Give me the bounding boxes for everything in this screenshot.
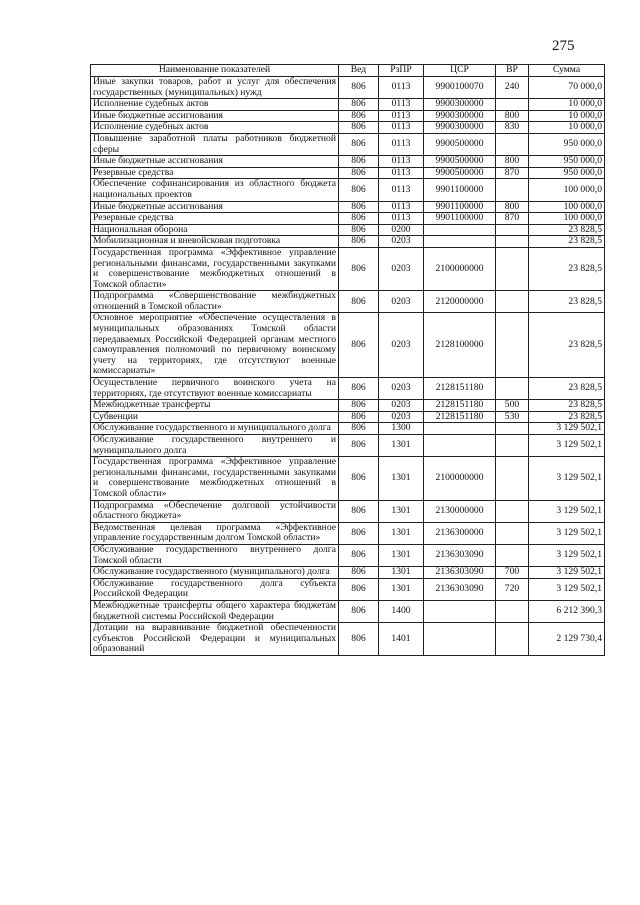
cell-name: Обслуживание государственного внутреннего долга Томской области <box>91 544 339 566</box>
table-row <box>91 544 605 566</box>
cell-rzpr: 0113 <box>379 110 424 122</box>
cell-csr: 9900300000 <box>424 122 496 134</box>
cell-csr: 2128100000 <box>424 313 496 378</box>
cell-name: Осуществление первичного воинского учета на территориях, где отсутствуют военные комиссариаты <box>91 378 339 400</box>
table-row <box>91 179 605 201</box>
cell-csr: 9900300000 <box>424 99 496 111</box>
table-row <box>91 378 605 400</box>
cell-ved: 806 <box>339 213 379 225</box>
cell-rzpr: 0113 <box>379 179 424 201</box>
cell-sum: 23 828,5 <box>529 291 605 313</box>
cell-csr: 2128151180 <box>424 400 496 412</box>
cell-ved: 806 <box>339 544 379 566</box>
cell-ved: 806 <box>339 291 379 313</box>
cell-vr: 530 <box>496 411 529 423</box>
cell-ved: 806 <box>339 247 379 290</box>
cell-rzpr: 1301 <box>379 578 424 600</box>
cell-rzpr: 1300 <box>379 423 424 435</box>
cell-ved: 806 <box>339 110 379 122</box>
cell-rzpr: 1301 <box>379 457 424 500</box>
cell-csr: 2136303090 <box>424 578 496 600</box>
table-row <box>91 423 605 435</box>
cell-rzpr: 0203 <box>379 247 424 290</box>
cell-csr <box>424 435 496 457</box>
cell-csr: 9900500000 <box>424 156 496 168</box>
cell-name: Национальная оборона <box>91 224 339 236</box>
cell-csr: 2120000000 <box>424 291 496 313</box>
cell-csr: 2100000000 <box>424 457 496 500</box>
cell-ved: 806 <box>339 411 379 423</box>
cell-ved: 806 <box>339 400 379 412</box>
cell-csr: 9901100000 <box>424 179 496 201</box>
cell-sum: 100 000,0 <box>529 201 605 213</box>
cell-rzpr: 0113 <box>379 122 424 134</box>
header-sum: Сумма <box>529 65 605 77</box>
table-row <box>91 578 605 600</box>
cell-rzpr: 0113 <box>379 133 424 155</box>
table-header-row <box>91 65 605 77</box>
cell-ved: 806 <box>339 156 379 168</box>
cell-csr: 9900500000 <box>424 133 496 155</box>
table-row <box>91 500 605 522</box>
cell-vr: 700 <box>496 567 529 579</box>
cell-ved: 806 <box>339 236 379 248</box>
cell-name: Резервные средства <box>91 213 339 225</box>
cell-sum: 3 129 502,1 <box>529 578 605 600</box>
cell-rzpr: 0203 <box>379 236 424 248</box>
cell-vr <box>496 500 529 522</box>
budget-table <box>90 64 605 656</box>
cell-sum: 3 129 502,1 <box>529 423 605 435</box>
cell-rzpr: 0113 <box>379 99 424 111</box>
cell-ved: 806 <box>339 99 379 111</box>
cell-vr <box>496 544 529 566</box>
cell-ved: 806 <box>339 567 379 579</box>
cell-ved: 806 <box>339 179 379 201</box>
cell-csr: 9900500000 <box>424 167 496 179</box>
cell-rzpr: 0203 <box>379 411 424 423</box>
cell-name: Подпрограмма «Обеспечение долговой устойчивости областного бюджета» <box>91 500 339 522</box>
cell-vr <box>496 247 529 290</box>
cell-sum: 23 828,5 <box>529 224 605 236</box>
cell-sum: 23 828,5 <box>529 313 605 378</box>
table-row <box>91 224 605 236</box>
table-row <box>91 77 605 99</box>
cell-name: Повышение заработной платы работников бюджетной сферы <box>91 133 339 155</box>
cell-sum: 3 129 502,1 <box>529 544 605 566</box>
cell-sum: 950 000,0 <box>529 167 605 179</box>
cell-ved: 806 <box>339 600 379 622</box>
cell-name: Ведомственная целевая программа «Эффективное управление государственным долгом Томской области» <box>91 522 339 544</box>
cell-vr: 870 <box>496 213 529 225</box>
cell-vr <box>496 522 529 544</box>
table-row <box>91 400 605 412</box>
cell-csr <box>424 224 496 236</box>
cell-rzpr: 0113 <box>379 77 424 99</box>
cell-sum: 3 129 502,1 <box>529 500 605 522</box>
cell-vr <box>496 623 529 656</box>
cell-csr <box>424 236 496 248</box>
cell-sum: 3 129 502,1 <box>529 567 605 579</box>
cell-vr: 830 <box>496 122 529 134</box>
cell-csr: 9900100070 <box>424 77 496 99</box>
cell-name: Исполнение судебных актов <box>91 99 339 111</box>
cell-ved: 806 <box>339 457 379 500</box>
cell-vr: 800 <box>496 156 529 168</box>
cell-ved: 806 <box>339 578 379 600</box>
cell-rzpr: 0203 <box>379 378 424 400</box>
cell-rzpr: 1400 <box>379 600 424 622</box>
cell-name: Государственная программа «Эффективное управление региональными финансами, государственными закупками и совершенствование межбюджетных отношений в Томской области» <box>91 247 339 290</box>
table-row <box>91 411 605 423</box>
table-row <box>91 522 605 544</box>
cell-vr: 240 <box>496 77 529 99</box>
cell-csr: 2130000000 <box>424 500 496 522</box>
table-row <box>91 110 605 122</box>
cell-ved: 806 <box>339 77 379 99</box>
cell-ved: 806 <box>339 201 379 213</box>
table-row <box>91 623 605 656</box>
cell-ved: 806 <box>339 500 379 522</box>
cell-name: Основное мероприятие «Обеспечение осуществления в муниципальных образованиях Томской области передаваемых Российской Федерацией органам местного самоуправления полномочий по первичному воинскому учету на территориях, где отсутствуют военные комиссариаты» <box>91 313 339 378</box>
table-row <box>91 236 605 248</box>
cell-ved: 806 <box>339 378 379 400</box>
cell-vr <box>496 236 529 248</box>
cell-ved: 806 <box>339 133 379 155</box>
cell-name: Исполнение судебных актов <box>91 122 339 134</box>
cell-rzpr: 1301 <box>379 567 424 579</box>
cell-sum: 6 212 390,3 <box>529 600 605 622</box>
table-row <box>91 247 605 290</box>
header-rzpr: РзПР <box>379 65 424 77</box>
cell-csr: 9900300000 <box>424 110 496 122</box>
cell-rzpr: 0113 <box>379 167 424 179</box>
cell-rzpr: 1301 <box>379 500 424 522</box>
table-row <box>91 99 605 111</box>
cell-rzpr: 0113 <box>379 156 424 168</box>
cell-rzpr: 1301 <box>379 544 424 566</box>
cell-rzpr: 0203 <box>379 291 424 313</box>
cell-sum: 950 000,0 <box>529 133 605 155</box>
cell-csr: 2128151180 <box>424 411 496 423</box>
cell-sum: 23 828,5 <box>529 236 605 248</box>
cell-name: Обслуживание государственного долга субъекта Российской Федерации <box>91 578 339 600</box>
cell-sum: 3 129 502,1 <box>529 522 605 544</box>
cell-vr <box>496 600 529 622</box>
cell-ved: 806 <box>339 167 379 179</box>
cell-ved: 806 <box>339 122 379 134</box>
cell-sum: 3 129 502,1 <box>529 435 605 457</box>
cell-vr: 800 <box>496 201 529 213</box>
cell-name: Резервные средства <box>91 167 339 179</box>
cell-vr: 720 <box>496 578 529 600</box>
cell-name: Субвенции <box>91 411 339 423</box>
cell-ved: 806 <box>339 522 379 544</box>
table-row <box>91 291 605 313</box>
cell-name: Иные бюджетные ассигнования <box>91 110 339 122</box>
header-name: Наименование показателей <box>91 65 339 77</box>
cell-name: Обслуживание государственного внутреннего и муниципального долга <box>91 435 339 457</box>
table-row <box>91 457 605 500</box>
cell-rzpr: 0203 <box>379 400 424 412</box>
cell-ved: 806 <box>339 423 379 435</box>
cell-sum: 23 828,5 <box>529 247 605 290</box>
cell-sum: 10 000,0 <box>529 122 605 134</box>
cell-csr: 2128151180 <box>424 378 496 400</box>
table-row <box>91 167 605 179</box>
cell-rzpr: 1301 <box>379 435 424 457</box>
cell-sum: 100 000,0 <box>529 213 605 225</box>
cell-rzpr: 0203 <box>379 313 424 378</box>
cell-vr <box>496 378 529 400</box>
cell-sum: 10 000,0 <box>529 99 605 111</box>
cell-name: Межбюджетные трансферты <box>91 400 339 412</box>
cell-sum: 2 129 730,4 <box>529 623 605 656</box>
cell-csr: 9901100000 <box>424 213 496 225</box>
cell-vr: 870 <box>496 167 529 179</box>
table-row <box>91 567 605 579</box>
page-number: 275 <box>552 38 575 54</box>
cell-vr <box>496 423 529 435</box>
cell-name: Мобилизационная и вневойсковая подготовка <box>91 236 339 248</box>
table-row <box>91 156 605 168</box>
cell-csr <box>424 423 496 435</box>
cell-name: Государственная программа «Эффективное управление региональными финансами, государственными закупками и совершенствование межбюджетных отношений в Томской области» <box>91 457 339 500</box>
cell-vr <box>496 291 529 313</box>
table-row <box>91 600 605 622</box>
table-body <box>91 77 605 656</box>
table-row <box>91 133 605 155</box>
table-row <box>91 213 605 225</box>
cell-csr <box>424 600 496 622</box>
table-row <box>91 435 605 457</box>
cell-vr <box>496 133 529 155</box>
cell-name: Иные закупки товаров, работ и услуг для обеспечения государственных (муниципальных) нужд <box>91 77 339 99</box>
cell-csr: 2136303090 <box>424 567 496 579</box>
cell-name: Иные бюджетные ассигнования <box>91 201 339 213</box>
header-ved: Вед <box>339 65 379 77</box>
table-row <box>91 201 605 213</box>
cell-sum: 23 828,5 <box>529 411 605 423</box>
cell-sum: 23 828,5 <box>529 378 605 400</box>
cell-rzpr: 0200 <box>379 224 424 236</box>
cell-rzpr: 0113 <box>379 213 424 225</box>
header-csr: ЦСР <box>424 65 496 77</box>
cell-vr <box>496 224 529 236</box>
cell-name: Межбюджетные трансферты общего характера бюджетам бюджетной системы Российской Федерации <box>91 600 339 622</box>
cell-name: Дотации на выравнивание бюджетной обеспеченности субъектов Российской Федерации и муниципальных образований <box>91 623 339 656</box>
cell-rzpr: 1301 <box>379 522 424 544</box>
cell-csr: 2136303090 <box>424 544 496 566</box>
cell-vr <box>496 313 529 378</box>
cell-vr <box>496 435 529 457</box>
cell-rzpr: 0113 <box>379 201 424 213</box>
cell-name: Подпрограмма «Совершенствование межбюджетных отношений в Томской области» <box>91 291 339 313</box>
cell-csr: 2100000000 <box>424 247 496 290</box>
cell-vr: 800 <box>496 110 529 122</box>
cell-sum: 100 000,0 <box>529 179 605 201</box>
cell-csr <box>424 623 496 656</box>
cell-vr <box>496 457 529 500</box>
cell-name: Иные бюджетные ассигнования <box>91 156 339 168</box>
cell-ved: 806 <box>339 313 379 378</box>
cell-name: Обслуживание государственного и муниципального долга <box>91 423 339 435</box>
cell-csr: 2136300000 <box>424 522 496 544</box>
cell-ved: 806 <box>339 623 379 656</box>
cell-ved: 806 <box>339 224 379 236</box>
cell-ved: 806 <box>339 435 379 457</box>
cell-vr: 500 <box>496 400 529 412</box>
cell-sum: 70 000,0 <box>529 77 605 99</box>
cell-name: Обслуживание государственного (муниципального) долга <box>91 567 339 579</box>
cell-sum: 950 000,0 <box>529 156 605 168</box>
cell-csr: 9901100000 <box>424 201 496 213</box>
cell-sum: 10 000,0 <box>529 110 605 122</box>
cell-rzpr: 1401 <box>379 623 424 656</box>
cell-vr <box>496 179 529 201</box>
header-vr: ВР <box>496 65 529 77</box>
table-row <box>91 122 605 134</box>
cell-vr <box>496 99 529 111</box>
cell-sum: 3 129 502,1 <box>529 457 605 500</box>
cell-name: Обеспечение софинансирования из областного бюджета национальных проектов <box>91 179 339 201</box>
table-row <box>91 313 605 378</box>
cell-sum: 23 828,5 <box>529 400 605 412</box>
